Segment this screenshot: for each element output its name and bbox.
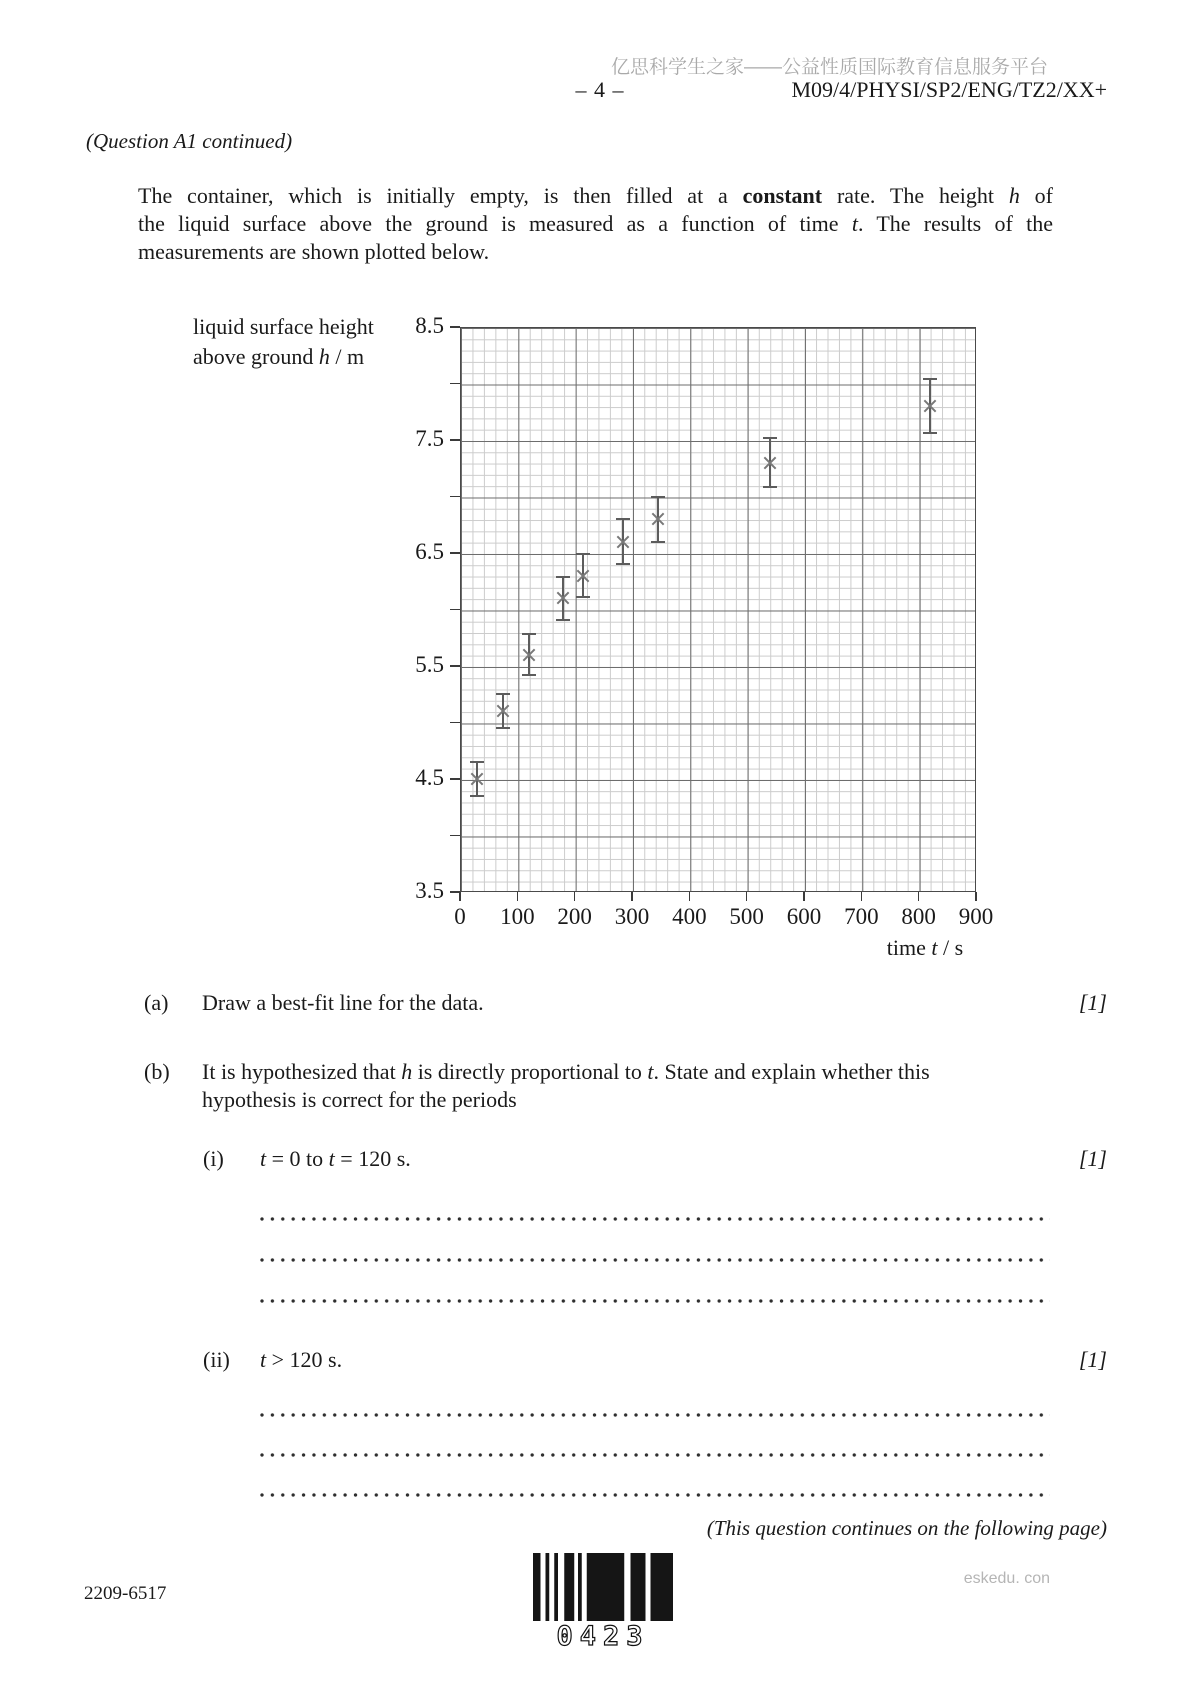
x-axis-tick-label: 700 bbox=[844, 904, 879, 929]
x-axis-tick bbox=[631, 892, 633, 901]
intro-line-3 bbox=[138, 238, 1053, 266]
text-segment: is directly proportional to bbox=[412, 1059, 648, 1084]
barcode bbox=[533, 1553, 673, 1621]
part-bi-marks: [1] bbox=[1078, 1146, 1107, 1171]
y-axis-tick-label: 6.5 bbox=[415, 539, 444, 564]
answer-dotted-line bbox=[260, 1492, 1050, 1498]
part-bi-label: (i) bbox=[203, 1146, 224, 1171]
text-segment: = 120 s. bbox=[334, 1146, 411, 1171]
y-axis-tick-label: 3.5 bbox=[415, 878, 444, 903]
continuation-note: (This question continues on the following page) bbox=[706, 1516, 1107, 1540]
y-axis-tick bbox=[450, 722, 460, 724]
x-axis-tick bbox=[861, 892, 863, 901]
x-axis-tick-label: 300 bbox=[614, 904, 650, 929]
y-axis-tick bbox=[450, 326, 460, 328]
text-segment: time bbox=[886, 935, 932, 960]
y-axis-tick bbox=[450, 891, 460, 893]
y-axis-title bbox=[193, 312, 374, 372]
text-segment: constant bbox=[742, 183, 823, 208]
text-segment: h bbox=[318, 344, 330, 369]
part-b-text-line1 bbox=[202, 1059, 930, 1085]
y-axis-tick-label: 8.5 bbox=[415, 313, 444, 338]
text-segment: h bbox=[1008, 183, 1020, 208]
y-axis-tick bbox=[450, 665, 460, 667]
text-segment: t bbox=[260, 1347, 267, 1372]
footer-watermark: eskedu. con bbox=[963, 1570, 1050, 1587]
part-bii-marks: [1] bbox=[1078, 1347, 1107, 1372]
text-segment: = 0 to bbox=[266, 1146, 329, 1171]
answer-dotted-line bbox=[260, 1298, 1050, 1304]
x-axis-tick-label: 200 bbox=[557, 904, 592, 929]
y-axis-title-line2 bbox=[193, 342, 374, 372]
x-axis-tick bbox=[803, 892, 805, 901]
x-axis-tick-label: 900 bbox=[958, 904, 994, 929]
y-axis-tick bbox=[450, 609, 460, 611]
part-a-text bbox=[202, 990, 484, 1016]
text-segment: t bbox=[931, 935, 938, 960]
text-segment: t bbox=[647, 1059, 654, 1084]
text-segment: t bbox=[328, 1146, 335, 1171]
x-axis-tick-label: 0 bbox=[454, 904, 466, 929]
header-watermark-chinese: 亿思科学生之家——公益性质国际教育信息服务平台 bbox=[610, 57, 1048, 78]
part-bi-text bbox=[260, 1146, 411, 1172]
text-segment: liquid surface height bbox=[193, 314, 374, 339]
barcode-bars bbox=[533, 1553, 673, 1621]
intro-paragraph bbox=[138, 182, 1053, 266]
y-axis-tick-label: 5.5 bbox=[415, 652, 444, 677]
text-segment: t bbox=[260, 1146, 267, 1171]
x-axis-tick bbox=[918, 892, 920, 901]
document-number: 2209-6517 bbox=[84, 1583, 167, 1604]
part-bii-text bbox=[260, 1347, 342, 1373]
y-axis-title-line1 bbox=[193, 312, 374, 342]
paper-code: M09/4/PHYSI/SP2/ENG/TZ2/XX+ bbox=[791, 77, 1107, 102]
text-segment: > 120 s. bbox=[266, 1347, 343, 1372]
barcode-label: 0423 bbox=[556, 1621, 650, 1652]
intro-line-1 bbox=[138, 182, 1053, 210]
y-axis-tick bbox=[450, 383, 460, 385]
answer-dotted-line bbox=[260, 1257, 1050, 1263]
answer-dotted-line bbox=[260, 1216, 1050, 1222]
text-segment: above ground bbox=[193, 344, 319, 369]
y-axis-tick bbox=[450, 778, 460, 780]
plot-area bbox=[460, 327, 976, 892]
x-axis-tick bbox=[459, 892, 461, 901]
x-axis-tick bbox=[574, 892, 576, 901]
x-axis-tick-label: 100 bbox=[500, 904, 535, 929]
x-axis-tick bbox=[746, 892, 748, 901]
y-axis-tick bbox=[450, 552, 460, 554]
part-a-label: (a) bbox=[144, 990, 169, 1015]
y-axis-tick-label: 7.5 bbox=[415, 426, 444, 451]
x-axis-tick-label: 500 bbox=[729, 904, 764, 929]
text-segment: h bbox=[401, 1059, 413, 1084]
x-axis-tick-label: 800 bbox=[901, 904, 936, 929]
text-segment: . The results of the bbox=[857, 211, 1053, 236]
question-continued-note: (Question A1 continued) bbox=[86, 129, 293, 153]
part-b-text-line2 bbox=[202, 1087, 517, 1113]
part-b-label: (b) bbox=[144, 1059, 170, 1084]
page-number: – 4 – bbox=[575, 77, 625, 102]
text-segment: measurements are shown plotted below. bbox=[138, 239, 490, 264]
answer-dotted-line bbox=[260, 1412, 1050, 1418]
text-segment: It is hypothesized that bbox=[202, 1059, 402, 1084]
answer-dotted-line bbox=[260, 1452, 1050, 1458]
text-segment: / m bbox=[329, 344, 365, 369]
x-axis-tick bbox=[517, 892, 519, 901]
intro-line-2 bbox=[138, 210, 1053, 238]
text-segment: / s bbox=[937, 935, 964, 960]
text-segment: The container, which is initially empty, is then filled at a bbox=[138, 183, 743, 208]
text-segment: of bbox=[1019, 183, 1053, 208]
text-segment: rate. The height bbox=[822, 183, 1009, 208]
part-a-marks: [1] bbox=[1078, 990, 1107, 1015]
y-axis-tick bbox=[450, 439, 460, 441]
y-axis-tick bbox=[450, 496, 460, 498]
x-axis-title bbox=[845, 933, 1005, 963]
y-axis-tick bbox=[450, 835, 460, 837]
x-axis-tick-label: 400 bbox=[672, 904, 707, 929]
text-segment: t bbox=[851, 211, 858, 236]
y-axis-tick-label: 4.5 bbox=[415, 765, 444, 790]
x-axis-tick bbox=[975, 892, 977, 901]
text-segment: hypothesis is correct for the periods bbox=[202, 1087, 517, 1112]
part-bii-label: (ii) bbox=[203, 1347, 230, 1372]
text-segment: . State and explain whether this bbox=[653, 1059, 930, 1084]
x-axis-tick-label: 600 bbox=[786, 904, 822, 929]
x-axis-tick bbox=[689, 892, 691, 901]
text-segment: Draw a best-fit line for the data. bbox=[202, 990, 484, 1015]
text-segment: the liquid surface above the ground is measured as a function of time bbox=[138, 211, 852, 236]
